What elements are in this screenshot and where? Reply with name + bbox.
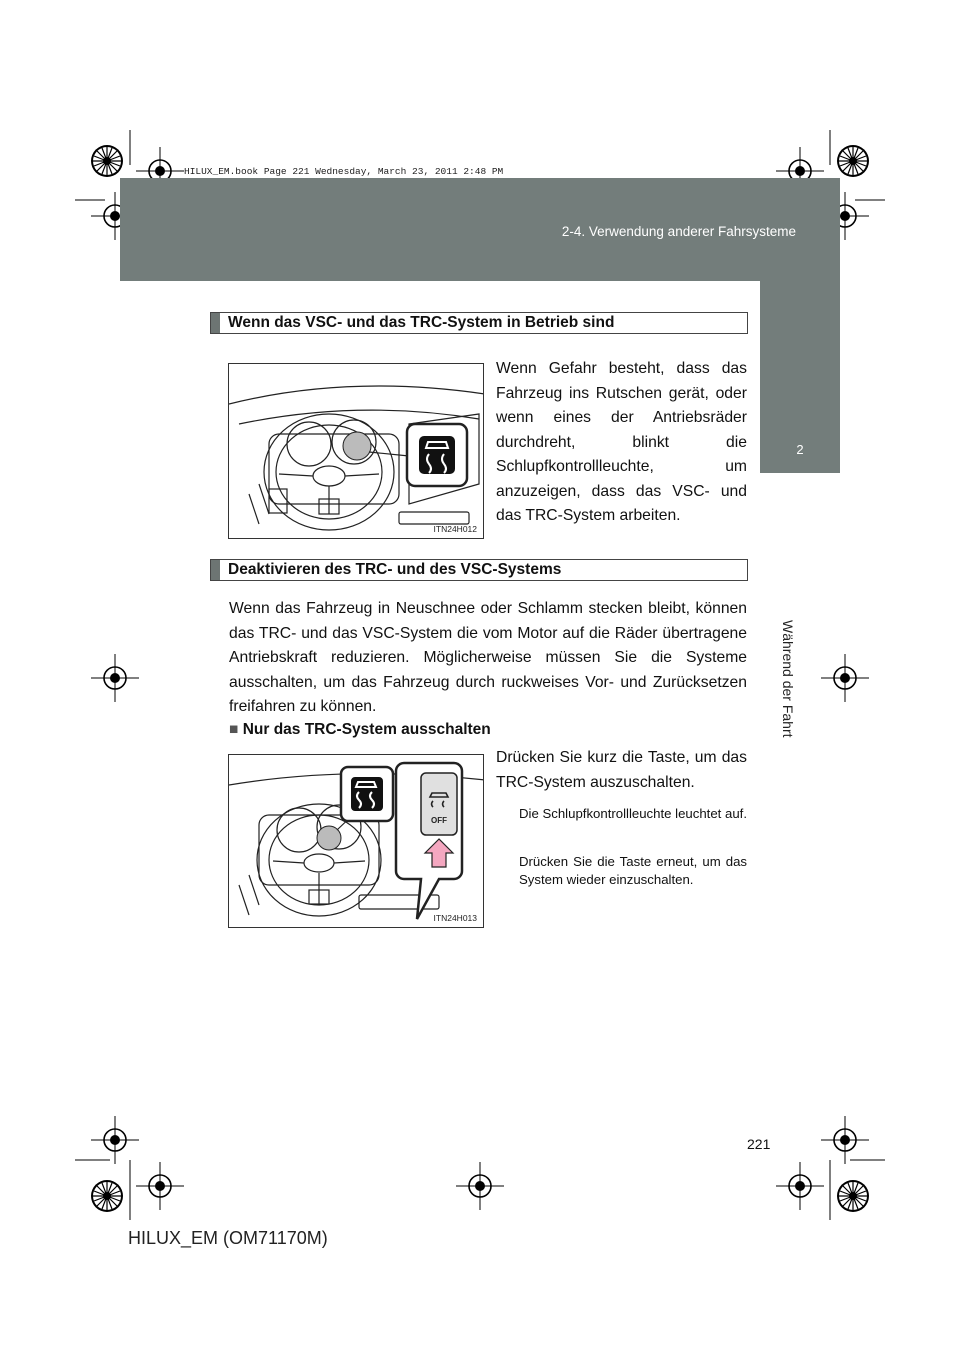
section2-body: Wenn das Fahrzeug in Neuschnee oder Schlamm stecken bleibt, können das TRC- und das VSC-System die vom Motor auf die Räder übertragene Antriebskraft reduzieren. Möglicherweise müssen Sie die Systeme ausschalten, um das Fahrzeug durch ruckweises Vor- und Zurücksetzen freifahren zu können. [229,600,747,715]
section1-body: Wenn Gefahr besteht, dass das Fahrzeug ins Rutschen gerät, oder wenn eines der Antriebsräder durchdreht, blinkt die Schlupfkontrollleuchte, um anzuzeigen, dass das VSC- und das TRC-System arbeiten. [496,360,747,524]
section2-title: Deaktivieren des TRC- und des VSC-Systems [228,561,562,578]
instruction-text: Drücken Sie kurz die Taste, um das TRC-System auszuschalten. [496,749,747,791]
note-indicator-on: Die Schlupfkontrollleuchte leuchtet auf. [519,806,747,821]
figure1-code: ITN24H012 [433,524,477,534]
section1-title: Wenn das VSC- und das TRC-System in Betrieb sind [228,314,615,331]
trc-button-illustration [229,755,484,928]
bullet-square-icon: ■ [229,721,239,738]
section1-heading [210,312,748,334]
book-stamp: HILUX_EM.book Page 221 Wednesday, March 23, 2011 2:48 PM [184,166,504,177]
figure-dashboard-indicator [228,363,484,539]
section-title: 2-4. Verwendung anderer Fahrsysteme [561,224,796,239]
chapter-label: Während der Fahrt [780,620,796,738]
figure-trc-off-button [228,754,484,928]
heading-bar [211,313,220,333]
dashboard-illustration [229,364,484,539]
button-off-label: OFF [431,816,447,825]
figure2-code: ITN24H013 [433,913,477,923]
page-number: 221 [747,1136,771,1152]
section2-heading [210,559,748,581]
bullet-heading [229,721,491,739]
note-press-again: Drücken Sie die Taste erneut, um das System wieder einzuschalten. [519,854,747,887]
heading-bar [211,560,220,580]
chapter-number: 2 [796,442,804,457]
bullet-title: Nur das TRC-System ausschalten [242,721,491,738]
model-code: HILUX_EM (OM71170M) [128,1228,328,1248]
